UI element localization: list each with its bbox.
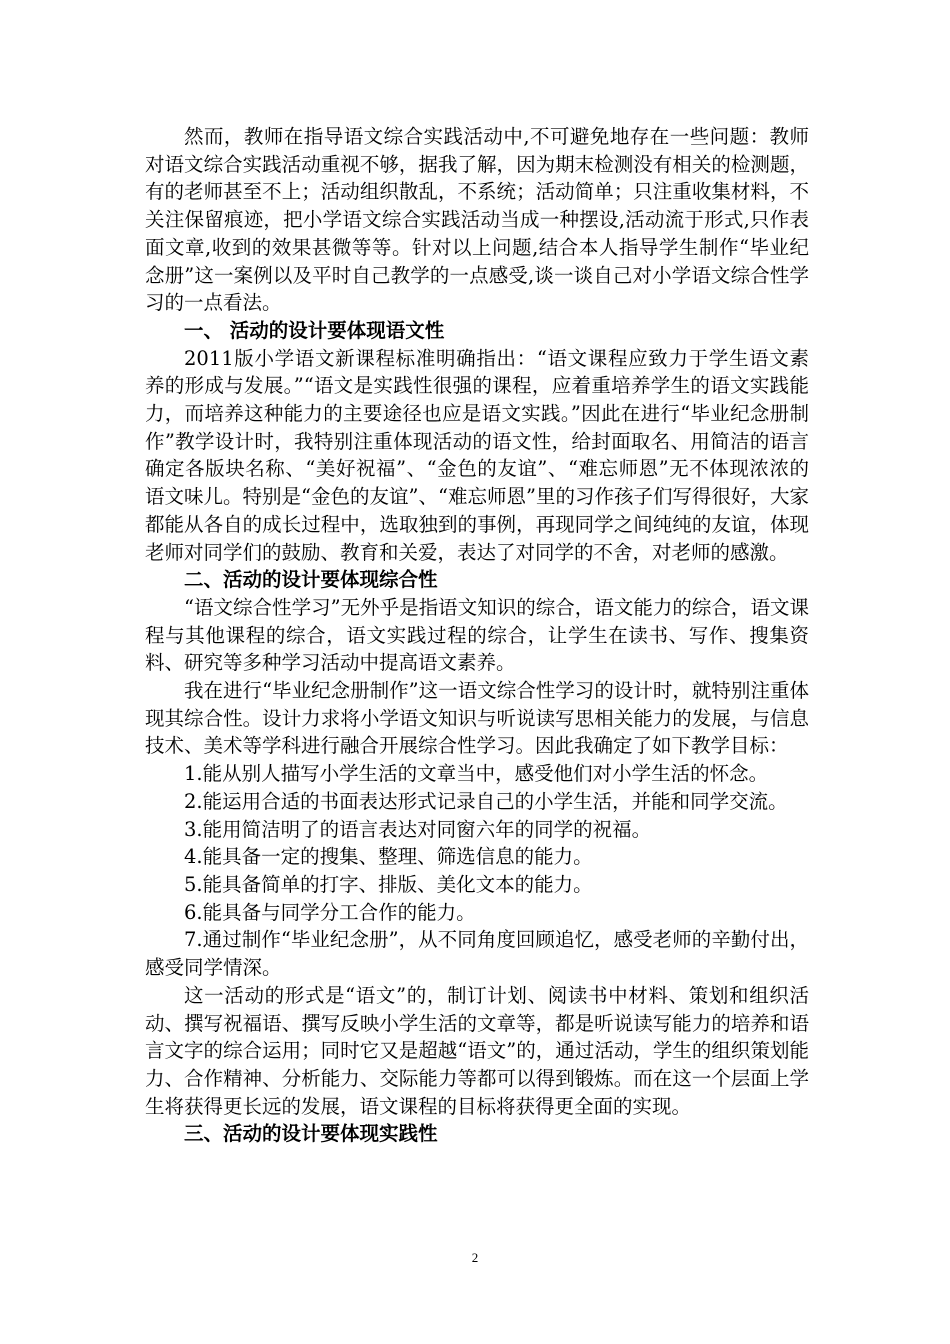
section-1-paragraph: 2011版小学语文新课程标准明确指出：“语文课程应致力于学生语文素养的形成与发展。”“语文是实践性很强的课程，应着重培养学生的语文实践能力，而培养这种能力的主要途径也应是语文实践。”因此在进行“毕业纪念册制作”教学设计时，我特别注重体现活动的语文性，给封面取名、用简洁的语言确定各版块名称、“美好祝福”、“金色的友谊”、“难忘师恩”无不体现浓浓的语文味儿。特别是“金色的友谊”、“难忘师恩”里的习作孩子们写得很好，大家都能从各自的成长过程中，选取独到的事例，再现同学之间纯纯的友谊，体现老师对同学们的鼓励、教育和关爱，表达了对同学的不舍，对老师的感激。 [145,346,809,564]
section-heading-1: 一、 活动的设计要体现语文性 [184,318,445,342]
section-2-paragraph-2: 我在进行“毕业纪念册制作”这一语文综合性学习的设计时，就特别注重体现其综合性。设计力求将小学语文知识与听说读写思相关能力的发展，与信息技术、美术等学科进行融合开展综合性学习。因此我确定了如下教学目标： [145,679,809,758]
goal-item-3: 3.能用简洁明了的语言表达对同窗六年的同学的祝福。 [184,817,652,841]
goal-item-2: 2.能运用合适的书面表达形式记录自己的小学生活，并能和同学交流。 [184,789,788,813]
section-heading-2: 二、活动的设计要体现综合性 [184,568,438,592]
document-body [145,123,809,1148]
goal-item-1: 1.能从别人描写小学生活的文章当中，感受他们对小学生活的怀念。 [184,762,769,786]
goal-item-7: 7.通过制作“毕业纪念册”，从不同角度回顾追忆，感受老师的辛勤付出，感受同学情深。 [145,928,809,980]
section-heading-3: 三、活动的设计要体现实践性 [184,1122,438,1146]
intro-paragraph: 然而，教师在指导语文综合实践活动中,不可避免地存在一些问题：教师对语文综合实践活动重视不够，据我了解，因为期末检测没有相关的检测题，有的老师甚至不上；活动组织散乱，不系统；活动简单；只注重收集材料，不关注保留痕迹，把小学语文综合实践活动当成一种摆设,活动流于形式,只作表面文章,收到的效果甚微等等。针对以上问题,结合本人指导学生制作“毕业纪念册”这一案例以及平时自己教学的一点感受,谈一谈自己对小学语文综合性学习的一点看法。 [145,125,809,315]
goal-item-6: 6.能具备与同学分工合作的能力。 [184,900,476,924]
section-2-paragraph-1: “语文综合性学习”无外乎是指语文知识的综合，语文能力的综合，语文课程与其他课程的综合，语文实践过程的综合，让学生在读书、写作、搜集资料、研究等多种学习活动中提高语文素养。 [145,595,809,675]
goal-item-5: 5.能具备简单的打字、排版、美化文本的能力。 [184,872,593,896]
page-number: 2 [471,1250,479,1265]
goal-item-4: 4.能具备一定的搜集、整理、筛选信息的能力。 [184,845,593,869]
section-2-paragraph-3: 这一活动的形式是“语文”的，制订计划、阅读书中材料、策划和组织活动、撰写祝福语、撰写反映小学生活的文章等，都是听说读写能力的培养和语言文字的综合运用；同时它又是超越“语文”的，通过活动，学生的组织策划能力、合作精神、分析能力、交际能力等都可以得到锻炼。而在这一个层面上学生将获得更长远的发展，语文课程的目标将获得更全面的实现。 [145,983,809,1118]
